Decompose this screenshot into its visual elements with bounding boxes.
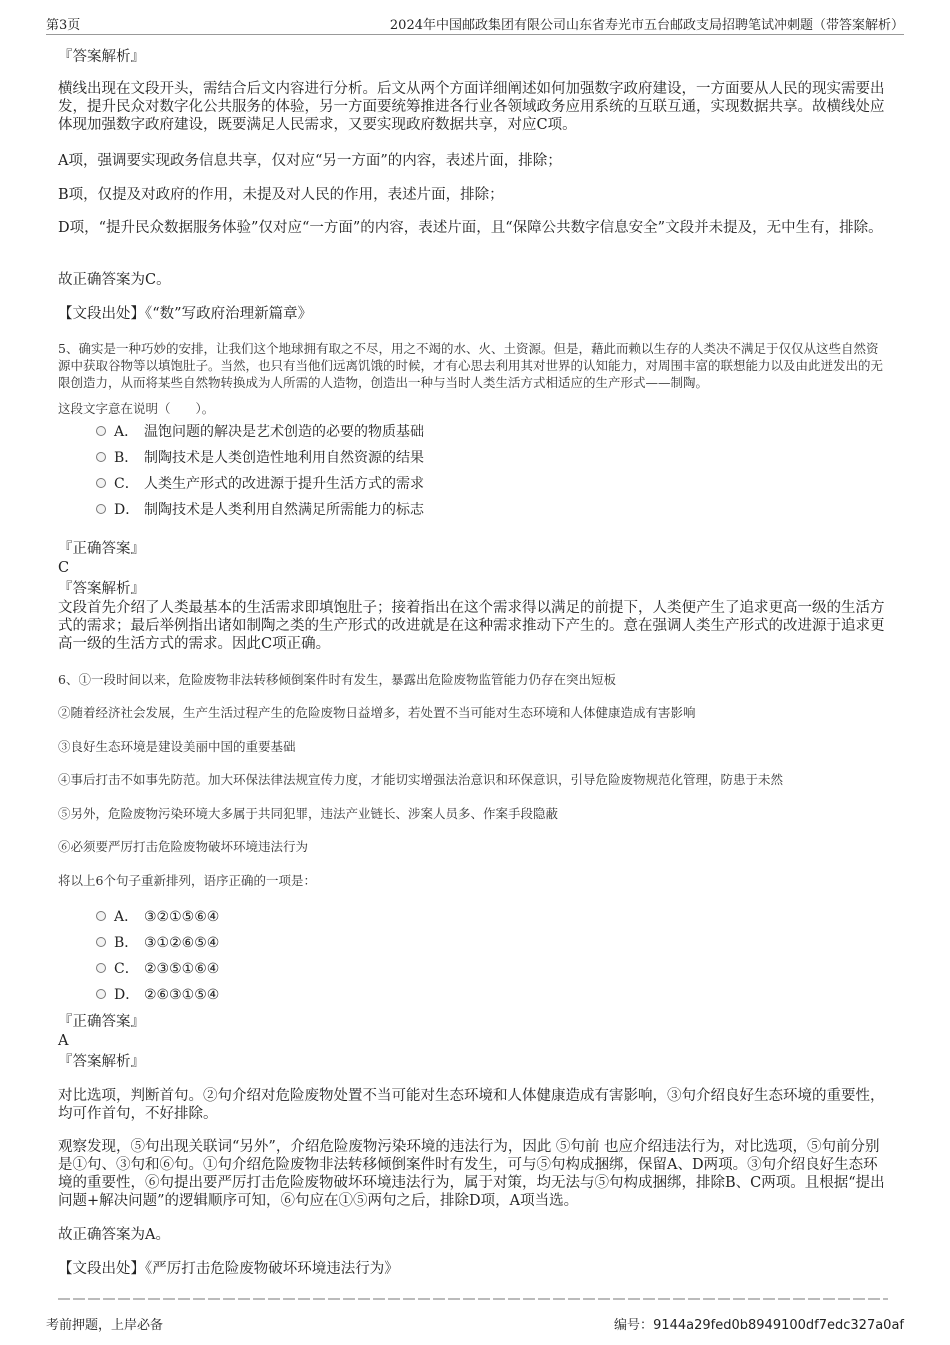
q5-question: 这段文字意在说明（ ）。: [58, 401, 215, 416]
page-number: 第3页: [46, 18, 81, 33]
q6-sentence-2: ②随着经济社会发展，生产生活过程产生的危险废物日益增多，若处置不当可能对生态环境和人体健康造成有害影响: [58, 705, 696, 720]
q5-answer: C: [58, 560, 70, 576]
q6-analysis-paragraph-2: 观察发现，⑤句出现关联词“另外”，介绍危险废物污染环境的违法行为，因此 ⑤句前 也应介绍违法行为，对比选项，⑤句前分别是①句、③句和⑥句。①句介绍危险废物非法转移倾倒案件时有发生，可与⑤句构成捆绑，保留A、D两项。③句介绍良好生态环境的重要性，⑥句提出要严厉打击危险废物破坏环境违法行为，属于对策，均无法与⑤句构成捆绑，排除B、C两项。且根据“提出问题+解决问题”的逻辑顺序可知，⑥句应在①⑤两句之后，排除D项，A项当选。: [58, 1139, 885, 1209]
q5-answer-label: 『正确答案』: [58, 541, 145, 557]
q4-conclusion: 故正确答案为C。: [58, 272, 171, 288]
footer-code-label: 编号：: [614, 1318, 654, 1333]
q6-answer-label: 『正确答案』: [58, 1014, 145, 1030]
radio-icon[interactable]: [96, 504, 106, 514]
radio-icon[interactable]: [96, 478, 106, 488]
q4-analysis-option-b: B项，仅提及对政府的作用，未提及对人民的作用，表述片面，排除；: [58, 187, 504, 203]
q6-analysis-paragraph-1: 对比选项，判断首句。②句介绍对危险废物处置不当可能对生态环境和人体健康造成有害影响，③句介绍良好生态环境的重要性，均可作首句，不好排除。: [58, 1088, 885, 1122]
footer-slogan: 考前押题，上岸必备: [46, 1318, 164, 1333]
q4-analysis-option-d: D项，“提升民众数据服务体验”仅对应“一方面”的内容，表述片面，且“保障公共数字信息安全”文段并未提及，无中生有，排除。: [58, 220, 883, 236]
q6-sentence-3: ③良好生态环境是建设美丽中国的重要基础: [58, 739, 296, 754]
footer-code-block: [614, 1314, 904, 1333]
radio-icon[interactable]: [96, 989, 106, 999]
document-title: 2024年中国邮政集团有限公司山东省寿光市五台邮政支局招聘笔试冲刺题（带答案解析）: [389, 18, 904, 33]
q6-source: 【文段出处】《严厉打击危险废物破坏环境违法行为》: [58, 1261, 399, 1277]
q5-option-b[interactable]: B． 制陶技术是人类创造性地利用自然资源的结果: [96, 447, 424, 467]
radio-icon[interactable]: [96, 911, 106, 921]
q6-sentence-5: ⑤另外，危险废物污染环境大多属于共同犯罪，违法产业链长、涉案人员多、作案手段隐蔽: [58, 806, 559, 821]
radio-icon[interactable]: [96, 937, 106, 947]
q6-question: 将以上6个句子重新排列，语序正确的一项是：: [58, 873, 316, 888]
q6-sentence-4: ④事后打击不如事先防范。加大环保法律法规宣传力度，才能切实增强法治意识和环保意识，引导危险废物规范化管理，防患于未然: [58, 772, 784, 787]
q5-analysis: 文段首先介绍了人类最基本的生活需求即填饱肚子；接着指出在这个需求得以满足的前提下，人类便产生了追求更高一级的生活方式的需求；最后举例指出诸如制陶之类的生产形式的改进就是在这种需求推动下产生的。意在强调人类生产形式的改进源于追求更高一级的生活方式的需求。因此C项正确。: [58, 600, 885, 652]
radio-icon[interactable]: [96, 963, 106, 973]
q6-option-a[interactable]: A． ③②①⑤⑥④: [96, 906, 219, 926]
q6-option-c[interactable]: C． ②③⑤①⑥④: [96, 958, 219, 978]
q5-option-a[interactable]: A． 温饱问题的解决是艺术创造的必要的物质基础: [96, 421, 424, 441]
q4-analysis-option-a: A项，强调要实现政务信息共享，仅对应“另一方面”的内容，表述片面，排除；: [58, 153, 562, 169]
q4-source: 【文段出处】《“数”写政府治理新篇章》: [58, 306, 313, 322]
q5-analysis-label: 『答案解析』: [58, 581, 145, 597]
radio-icon[interactable]: [96, 426, 106, 436]
q6-option-b[interactable]: B． ③①②⑥⑤④: [96, 932, 219, 952]
q5-option-d[interactable]: D． 制陶技术是人类利用自然满足所需能力的标志: [96, 499, 424, 519]
clipped-next-question: [58, 1296, 888, 1302]
q6-option-d[interactable]: D． ②⑥③①⑤④: [96, 984, 219, 1004]
q6-analysis-label: 『答案解析』: [58, 1054, 145, 1070]
radio-icon[interactable]: [96, 452, 106, 462]
q6-sentence-6: ⑥必须要严厉打击危险废物破坏环境违法行为: [58, 839, 309, 854]
page-header: [46, 14, 904, 35]
q4-analysis-label: 『答案解析』: [58, 49, 145, 65]
q6-answer: A: [58, 1033, 69, 1049]
footer-code: 9144a29fed0b8949100df7edc327a0af: [653, 1318, 904, 1333]
q5-option-c[interactable]: C． 人类生产形式的改进源于提升生活方式的需求: [96, 473, 424, 493]
q4-analysis-paragraph: 横线出现在文段开头，需结合后文内容进行分析。后文从两个方面详细阐述如何加强数字政府建设，一方面要从人民的现实需要出发，提升民众对数字化公共服务的体验，另一方面要统筹推进各行业各领域政务应用系统的互联互通，实现数据共享。故横线处应体现加强数字政府建设，既要满足人民需求，又要实现政府数据共享，对应C项。: [58, 81, 885, 133]
q5-stem: 5、确实是一种巧妙的安排，让我们这个地球拥有取之不尽，用之不竭的水、火、土资源。但是，藉此而赖以生存的人类决不满足于仅仅从这些自然资源中获取谷物等以填饱肚子。当然，也只有当他们远离饥饿的时候，才有心思去利用其对世界的认知能力，对周围丰富的联想能力以及由此迸发出的无限创造力，从而将某些自然物转换成为人所需的人造物，创造出一种与当时人类生活方式相适应的生产形式——制陶。: [58, 341, 884, 390]
q6-conclusion: 故正确答案为A。: [58, 1227, 170, 1243]
q6-sentence-1: 6、①一段时间以来，危险废物非法转移倾倒案件时有发生，暴露出危险废物监管能力仍存在突出短板: [58, 672, 616, 687]
